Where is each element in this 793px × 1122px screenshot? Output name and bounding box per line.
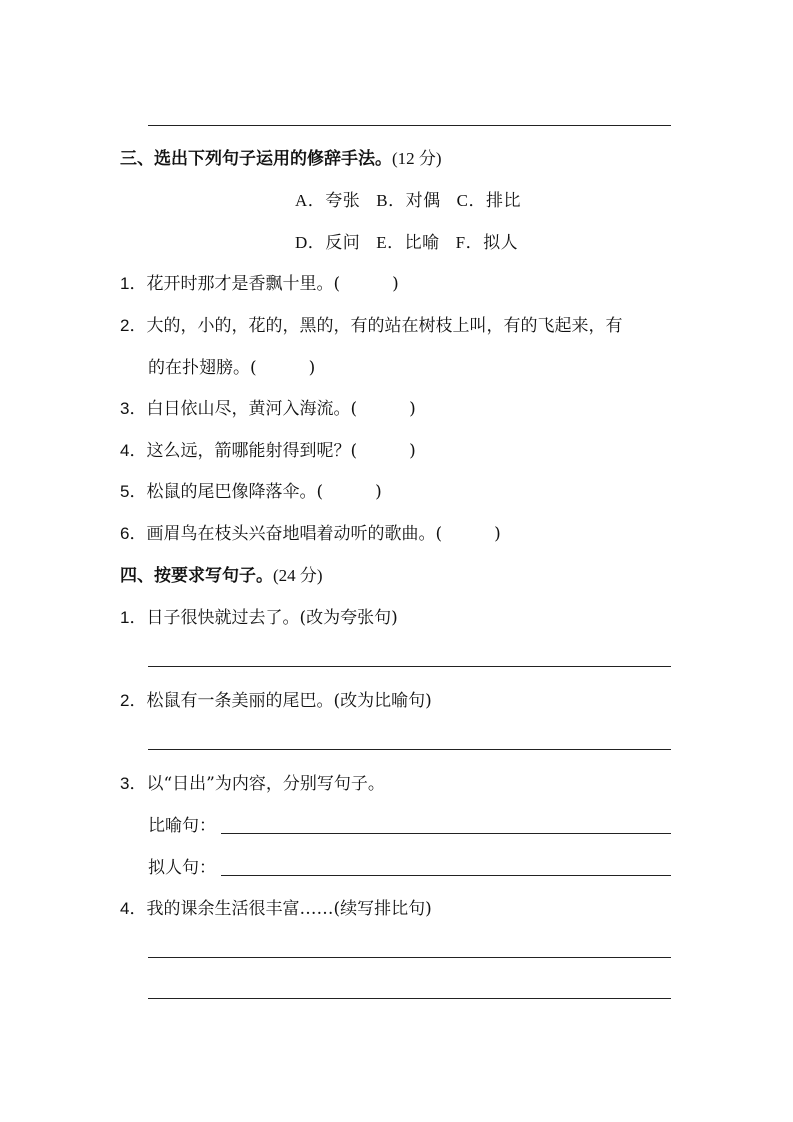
section4-points: (24 分) bbox=[273, 566, 323, 585]
s3-item-2-cont bbox=[148, 356, 315, 380]
s3-item-6-text: 画眉鸟在枝头兴奋地唱着动听的歌曲。( bbox=[146, 524, 443, 544]
s3-item-2-cont-text: 的在扑翅膀。( bbox=[148, 358, 257, 378]
options-row-2 bbox=[295, 231, 518, 255]
section4-heading bbox=[120, 564, 323, 588]
option-f: F．拟人 bbox=[455, 233, 519, 252]
s3-item-2-close: ) bbox=[308, 358, 316, 378]
section4-title: 四、按要求写句子。 bbox=[120, 566, 273, 586]
section3-title: 三、选出下列句子运用的修辞手法。 bbox=[120, 149, 392, 169]
s3-item-2-text: 大的，小的，花的，黑的，有的站在树枝上叫，有的飞起来，有 bbox=[146, 316, 623, 336]
s4-item-3-num: 3． bbox=[120, 774, 147, 793]
simile-answer-line[interactable] bbox=[221, 833, 671, 834]
s3-item-1-text: 花开时那才是香飘十里。( bbox=[146, 274, 341, 294]
s3-item-4-num: 4． bbox=[120, 441, 147, 460]
s4-item-2 bbox=[120, 689, 432, 713]
s3-item-3-close: ) bbox=[409, 399, 416, 419]
s4-item-4-answer-line-2[interactable] bbox=[148, 998, 671, 999]
s3-item-3 bbox=[120, 397, 416, 421]
section3-heading bbox=[120, 147, 442, 171]
s4-item-1-num: 1． bbox=[120, 608, 147, 627]
s3-item-4-text: 这么远，箭哪能射得到呢？( bbox=[146, 441, 358, 461]
s4-item-1 bbox=[120, 606, 398, 630]
s3-item-4 bbox=[120, 439, 416, 463]
answer-line-top[interactable] bbox=[148, 125, 671, 126]
option-e: E．比喻 bbox=[376, 233, 440, 252]
s4-item-3-text: 以“日出”为内容，分别写句子。 bbox=[146, 774, 385, 794]
option-c: C．排比 bbox=[456, 191, 521, 210]
s4-item-4 bbox=[120, 897, 432, 921]
s3-item-5-text: 松鼠的尾巴像降落伞。( bbox=[146, 482, 324, 502]
s3-item-4-close: ) bbox=[409, 441, 416, 461]
option-a: A．夸张 bbox=[295, 191, 361, 210]
s4-item-2-answer-line[interactable] bbox=[148, 749, 671, 750]
s3-item-6-num: 6． bbox=[120, 524, 147, 543]
s3-item-6 bbox=[120, 522, 501, 546]
s4-item-1-answer-line[interactable] bbox=[148, 666, 671, 667]
s4-item-4-num: 4． bbox=[120, 899, 147, 918]
s4-item-3 bbox=[120, 772, 385, 796]
options-row-1 bbox=[295, 189, 521, 213]
s4-item-4-answer-line-1[interactable] bbox=[148, 957, 671, 958]
s4-item-4-text: 我的课余生活很丰富……(续写排比句) bbox=[146, 899, 432, 919]
s3-item-2-num: 2． bbox=[120, 316, 147, 335]
s3-item-5-num: 5． bbox=[120, 482, 147, 501]
s3-item-3-text: 白日依山尽，黄河入海流。( bbox=[146, 399, 358, 419]
s3-item-6-close: ) bbox=[494, 524, 501, 544]
s4-item-2-text: 松鼠有一条美丽的尾巴。(改为比喻句) bbox=[146, 691, 432, 711]
simile-label: 比喻句： bbox=[148, 816, 216, 836]
s3-item-1-num: 1． bbox=[120, 274, 147, 293]
s3-item-1 bbox=[120, 272, 399, 296]
personification-label: 拟人句： bbox=[148, 858, 216, 878]
s3-item-5 bbox=[120, 480, 382, 504]
option-b: B．对偶 bbox=[376, 191, 441, 210]
option-d: D．反问 bbox=[295, 233, 361, 252]
section3-points: (12 分) bbox=[392, 149, 442, 168]
s4-item-2-num: 2． bbox=[120, 691, 147, 710]
personification-answer-line[interactable] bbox=[221, 875, 671, 876]
s3-item-5-close: ) bbox=[375, 482, 382, 502]
s3-item-2 bbox=[120, 314, 622, 338]
s3-item-1-close: ) bbox=[392, 274, 399, 294]
s3-item-3-num: 3． bbox=[120, 399, 147, 418]
s4-item-1-text: 日子很快就过去了。(改为夸张句) bbox=[146, 608, 398, 628]
